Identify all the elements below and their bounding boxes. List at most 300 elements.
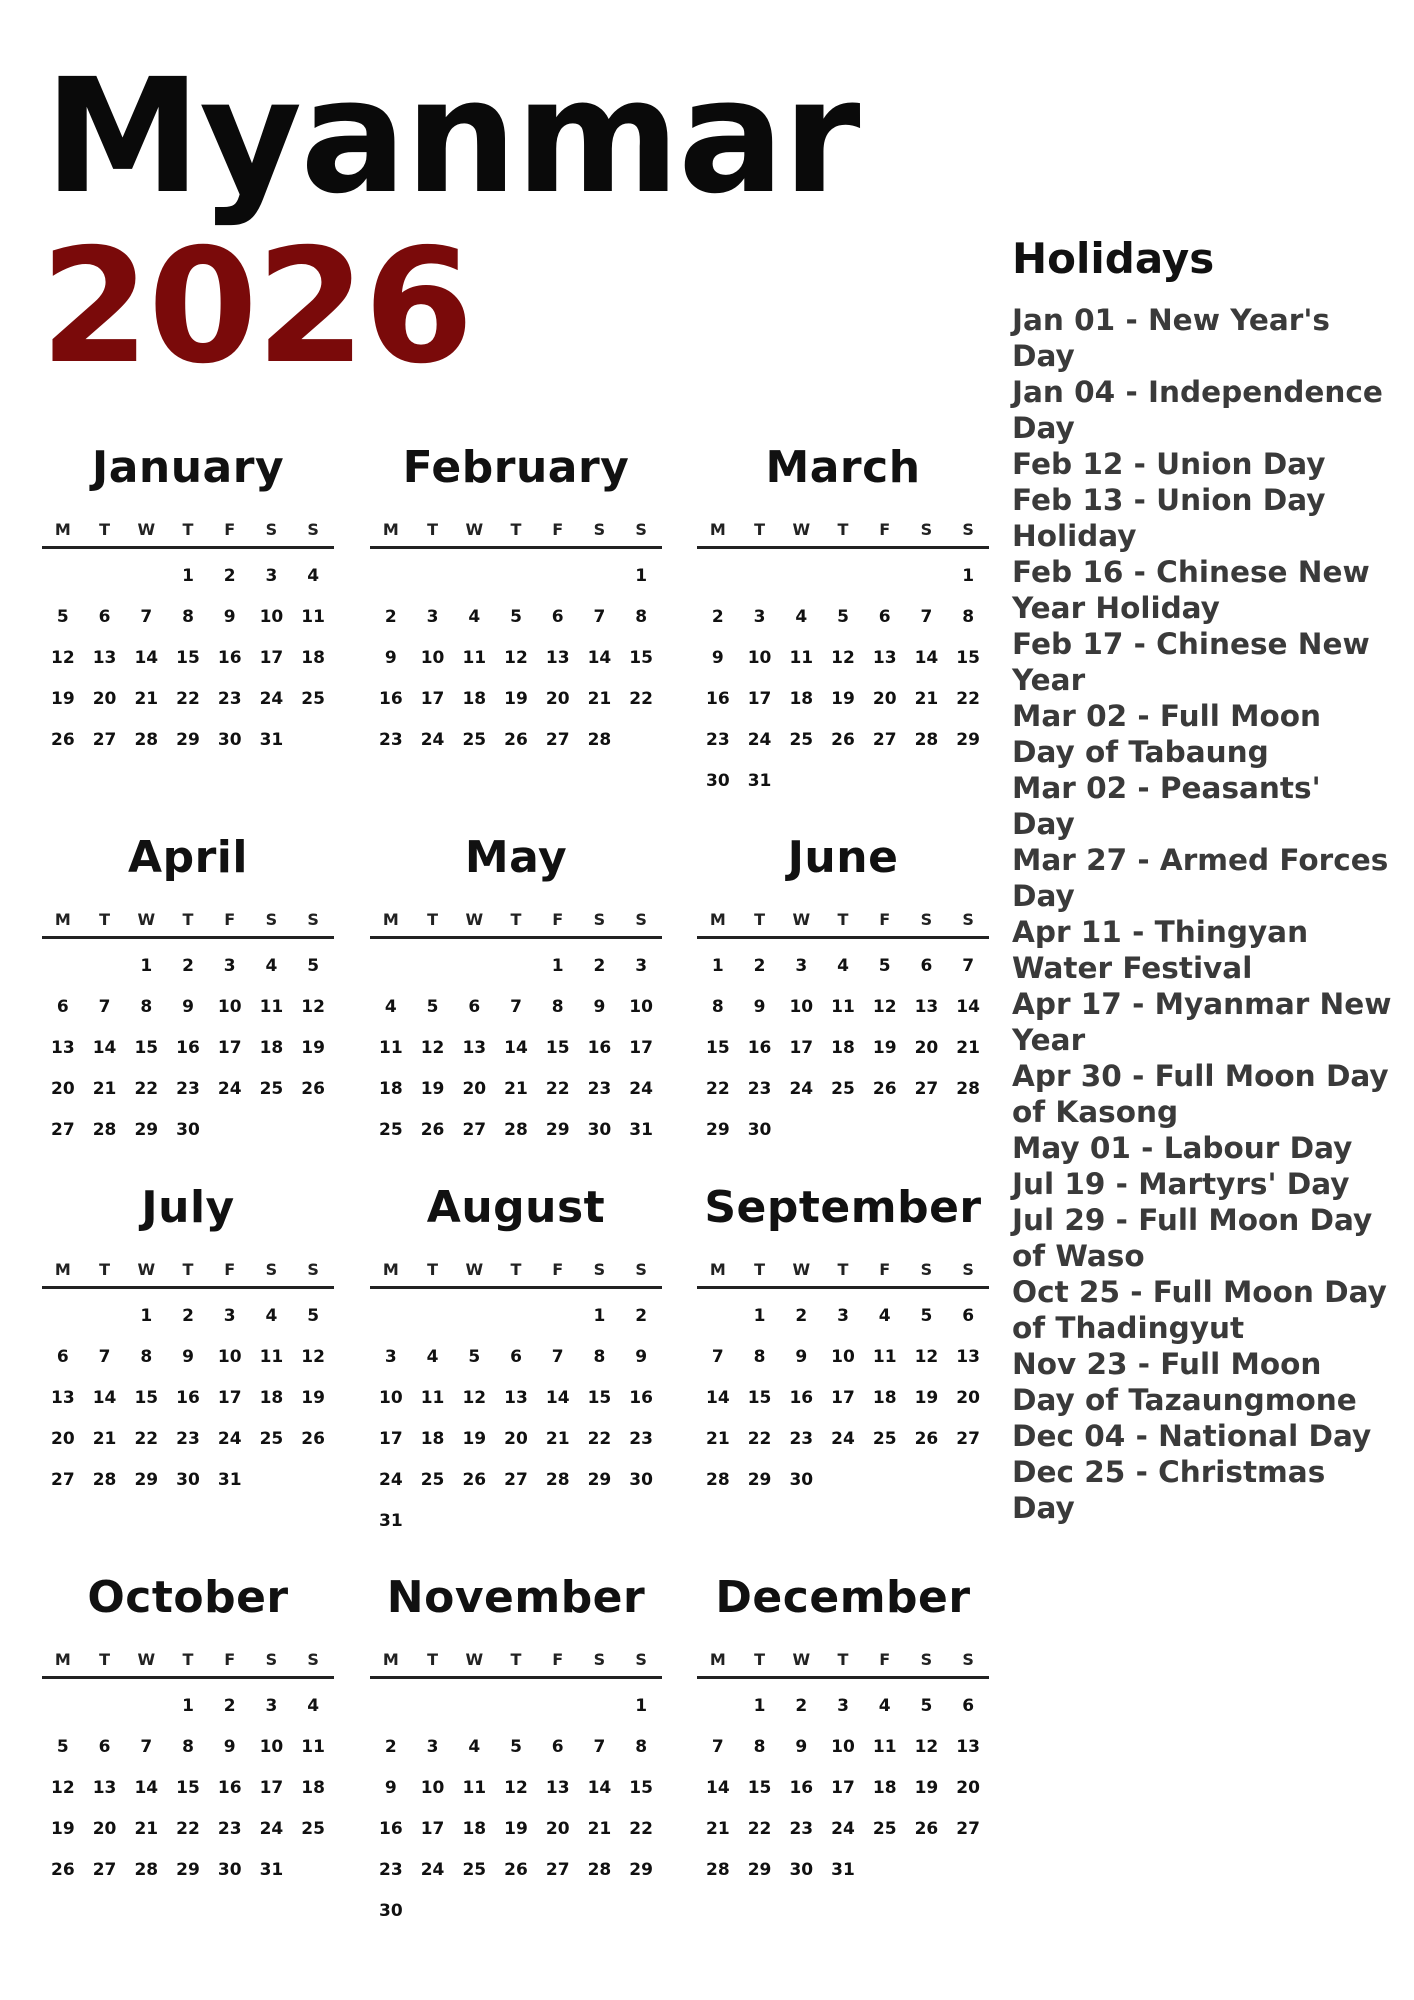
day-cell: 10 — [747, 647, 772, 668]
day-cell: 2 — [593, 955, 606, 976]
day-cell: 16 — [176, 1387, 200, 1408]
weekday-label: W — [792, 519, 811, 539]
day-cell: 2 — [795, 1305, 808, 1326]
day-cell: 9 — [635, 1346, 648, 1367]
day-cell: 8 — [140, 1346, 153, 1367]
day-cell: 6 — [56, 996, 69, 1017]
day-cell: 28 — [914, 729, 939, 750]
day-cell: 12 — [420, 1037, 445, 1058]
day-cell: 10 — [420, 1777, 445, 1798]
empty-day-cell — [579, 1685, 621, 1726]
weekday-header — [697, 512, 989, 549]
day-cell: 26 — [872, 1078, 897, 1099]
day-cell: 12 — [301, 996, 325, 1017]
day-cell: 8 — [635, 1736, 648, 1757]
holiday-item: Jul 19 - Martyrs' Day — [1012, 1167, 1350, 1202]
day-cell: 15 — [956, 647, 980, 668]
day-cell: 24 — [420, 729, 445, 750]
weekday-label: S — [962, 909, 974, 929]
weekday-label: S — [635, 519, 647, 539]
day-grid — [697, 1295, 989, 1500]
day-cell: 31 — [217, 1469, 242, 1490]
day-cell: 12 — [914, 1736, 939, 1757]
day-cell: 13 — [92, 647, 117, 668]
weekday-label: M — [54, 909, 71, 929]
day-cell: 12 — [872, 996, 897, 1017]
empty-day-cell — [495, 555, 537, 596]
month-name: March — [765, 442, 921, 493]
day-cell: 12 — [51, 647, 75, 668]
day-cell: 3 — [753, 606, 766, 627]
holiday-item: Apr 17 - Myanmar New Year — [1012, 987, 1392, 1058]
month-march — [697, 438, 989, 801]
year-title: 2026 — [40, 215, 472, 399]
day-cell: 2 — [223, 565, 236, 586]
weekday-label: W — [792, 1259, 811, 1279]
day-cell: 3 — [426, 606, 439, 627]
day-cell: 14 — [134, 647, 159, 668]
day-cell: 23 — [587, 1078, 612, 1099]
day-cell: 24 — [217, 1428, 242, 1449]
day-cell: 30 — [789, 1469, 814, 1490]
holiday-item: Jan 04 - Independence Day — [1012, 375, 1383, 446]
day-cell: 17 — [217, 1387, 242, 1408]
day-cell: 29 — [176, 1859, 200, 1880]
weekday-label: T — [182, 1259, 194, 1279]
day-cell: 29 — [587, 1469, 612, 1490]
weekday-label: S — [265, 1259, 278, 1279]
weekday-label: F — [224, 1649, 236, 1669]
day-cell: 2 — [223, 1695, 236, 1716]
month-name: July — [141, 1182, 235, 1233]
day-cell: 10 — [629, 996, 653, 1017]
day-cell: 5 — [56, 606, 69, 627]
month-may — [370, 828, 662, 1150]
day-cell: 25 — [420, 1469, 445, 1490]
day-cell: 27 — [92, 1859, 117, 1880]
weekday-label: W — [792, 1649, 811, 1669]
day-cell: 29 — [134, 1469, 159, 1490]
day-cell: 17 — [831, 1387, 855, 1408]
weekday-label: T — [427, 909, 439, 929]
day-cell: 18 — [301, 1777, 325, 1798]
day-cell: 28 — [587, 1859, 612, 1880]
day-cell: 30 — [789, 1859, 814, 1880]
weekday-label: S — [962, 519, 974, 539]
day-cell: 10 — [259, 1736, 284, 1757]
day-grid — [697, 1685, 989, 1890]
day-cell: 14 — [92, 1387, 117, 1408]
day-cell: 29 — [956, 729, 980, 750]
holiday-item: May 01 - Labour Day — [1012, 1131, 1353, 1166]
weekday-header — [370, 1642, 662, 1679]
day-cell: 26 — [301, 1078, 325, 1099]
day-cell: 25 — [872, 1428, 897, 1449]
day-cell: 28 — [706, 1859, 730, 1880]
day-cell: 18 — [831, 1037, 855, 1058]
day-cell: 20 — [872, 688, 897, 709]
day-cell: 28 — [956, 1078, 980, 1099]
empty-day-cell — [125, 555, 167, 596]
day-cell: 9 — [593, 996, 606, 1017]
day-cell: 20 — [956, 1387, 980, 1408]
day-cell: 29 — [706, 1119, 730, 1140]
day-cell: 11 — [462, 1777, 487, 1798]
weekday-label: T — [427, 1649, 439, 1669]
day-cell: 27 — [51, 1119, 75, 1140]
day-cell: 25 — [379, 1119, 403, 1140]
day-cell: 26 — [504, 1859, 528, 1880]
weekday-label: S — [307, 909, 319, 929]
day-cell: 13 — [545, 647, 570, 668]
day-cell: 16 — [789, 1387, 814, 1408]
day-cell: 25 — [831, 1078, 855, 1099]
day-cell: 20 — [462, 1078, 487, 1099]
day-cell: 19 — [420, 1078, 445, 1099]
empty-day-cell — [370, 555, 412, 596]
day-cell: 6 — [920, 955, 933, 976]
day-cell: 8 — [182, 606, 194, 627]
holiday-item: Feb 12 - Union Day — [1012, 447, 1326, 482]
day-cell: 31 — [259, 729, 284, 750]
weekday-label: T — [427, 519, 439, 539]
empty-day-cell — [697, 1685, 739, 1726]
weekday-label: T — [182, 519, 194, 539]
day-cell: 18 — [301, 647, 325, 668]
day-cell: 13 — [956, 1346, 980, 1367]
weekday-label: M — [382, 1259, 399, 1279]
day-cell: 13 — [462, 1037, 487, 1058]
holiday-item: Jan 01 - New Year's Day — [1012, 303, 1330, 374]
day-cell: 4 — [837, 955, 849, 976]
weekday-label: T — [99, 909, 111, 929]
day-cell: 7 — [962, 955, 975, 976]
day-cell: 23 — [176, 1428, 200, 1449]
day-cell: 3 — [795, 955, 808, 976]
weekday-label: W — [465, 519, 484, 539]
weekday-label: T — [510, 519, 522, 539]
day-cell: 30 — [587, 1119, 612, 1140]
holiday-item: Nov 23 - Full Moon Day of Tazaungmone — [1012, 1347, 1357, 1418]
day-cell: 17 — [629, 1037, 653, 1058]
weekday-label: T — [754, 1259, 766, 1279]
day-cell: 27 — [872, 729, 897, 750]
month-name: May — [464, 832, 568, 883]
day-cell: 7 — [711, 1736, 724, 1757]
weekday-label: S — [265, 1649, 278, 1669]
day-cell: 17 — [259, 647, 284, 668]
day-cell: 21 — [587, 1818, 612, 1839]
empty-day-cell — [370, 1685, 412, 1726]
day-cell: 18 — [420, 1428, 445, 1449]
day-cell: 22 — [176, 688, 200, 709]
day-cell: 25 — [789, 729, 814, 750]
day-cell: 5 — [307, 1305, 320, 1326]
day-cell: 18 — [872, 1777, 897, 1798]
day-cell: 18 — [789, 688, 814, 709]
empty-day-cell — [495, 1295, 537, 1336]
day-cell: 9 — [223, 606, 236, 627]
day-grid — [42, 1685, 334, 1890]
day-cell: 26 — [51, 729, 75, 750]
weekday-label: S — [920, 519, 933, 539]
day-cell: 3 — [265, 1695, 278, 1716]
holiday-item: Mar 02 - Peasants' Day — [1012, 771, 1321, 842]
month-october — [42, 1568, 334, 1890]
weekday-label: T — [99, 1649, 111, 1669]
day-cell: 23 — [789, 1428, 814, 1449]
day-cell: 28 — [134, 1859, 159, 1880]
day-cell: 26 — [462, 1469, 487, 1490]
day-cell: 10 — [831, 1736, 855, 1757]
empty-day-cell — [42, 1295, 84, 1336]
day-cell: 28 — [706, 1469, 730, 1490]
weekday-label: M — [709, 909, 726, 929]
empty-day-cell — [84, 1685, 126, 1726]
month-april — [42, 828, 334, 1150]
day-cell: 30 — [706, 770, 730, 791]
empty-day-cell — [453, 1295, 495, 1336]
weekday-label: F — [879, 909, 891, 929]
weekday-header — [42, 512, 334, 549]
day-cell: 11 — [462, 647, 487, 668]
day-cell: 5 — [56, 1736, 69, 1757]
weekday-label: T — [99, 1259, 111, 1279]
day-cell: 15 — [134, 1037, 159, 1058]
day-cell: 7 — [711, 1346, 724, 1367]
day-cell: 4 — [426, 1346, 439, 1367]
empty-day-cell — [453, 945, 495, 986]
day-cell: 20 — [545, 688, 570, 709]
day-cell: 27 — [956, 1818, 980, 1839]
day-cell: 27 — [462, 1119, 487, 1140]
day-cell: 22 — [706, 1078, 730, 1099]
holiday-item: Dec 25 - Christmas Day — [1012, 1455, 1326, 1526]
day-cell: 21 — [956, 1037, 980, 1058]
day-cell: 7 — [593, 1736, 606, 1757]
weekday-label: S — [920, 1259, 933, 1279]
day-cell: 16 — [379, 688, 403, 709]
weekday-header — [697, 1642, 989, 1679]
empty-day-cell — [822, 555, 864, 596]
day-cell: 15 — [134, 1387, 159, 1408]
day-cell: 14 — [504, 1037, 528, 1058]
day-cell: 1 — [140, 955, 153, 976]
weekday-label: F — [879, 519, 891, 539]
day-cell: 15 — [706, 1037, 730, 1058]
weekday-label: F — [224, 909, 236, 929]
day-cell: 11 — [301, 1736, 325, 1757]
day-cell: 5 — [920, 1305, 933, 1326]
day-cell: 23 — [789, 1818, 814, 1839]
holiday-list — [1012, 302, 1392, 1526]
day-cell: 23 — [747, 1078, 772, 1099]
day-grid — [697, 555, 989, 801]
day-cell: 19 — [914, 1387, 939, 1408]
weekday-label: S — [593, 1259, 606, 1279]
day-cell: 14 — [956, 996, 980, 1017]
month-june — [697, 828, 989, 1150]
day-cell: 6 — [962, 1695, 975, 1716]
day-cell: 13 — [956, 1736, 980, 1757]
day-cell: 13 — [51, 1037, 75, 1058]
day-cell: 12 — [462, 1387, 487, 1408]
day-cell: 21 — [587, 688, 612, 709]
weekday-label: F — [879, 1649, 891, 1669]
weekday-label: T — [510, 1649, 522, 1669]
day-cell: 22 — [176, 1818, 200, 1839]
empty-day-cell — [412, 555, 454, 596]
day-cell: 19 — [301, 1387, 325, 1408]
empty-day-cell — [697, 1295, 739, 1336]
day-cell: 19 — [831, 688, 855, 709]
holiday-item: Dec 04 - National Day — [1012, 1419, 1372, 1454]
day-cell: 19 — [51, 688, 75, 709]
day-cell: 9 — [384, 1777, 397, 1798]
day-cell: 12 — [831, 647, 855, 668]
day-cell: 20 — [92, 688, 117, 709]
day-cell: 28 — [134, 729, 159, 750]
weekday-label: F — [224, 1259, 236, 1279]
day-cell: 27 — [51, 1469, 75, 1490]
day-cell: 16 — [587, 1037, 612, 1058]
day-cell: 14 — [134, 1777, 159, 1798]
day-cell: 30 — [176, 1469, 200, 1490]
day-cell: 24 — [831, 1818, 855, 1839]
day-cell: 21 — [706, 1818, 730, 1839]
day-cell: 9 — [795, 1736, 808, 1757]
day-cell: 14 — [545, 1387, 570, 1408]
day-cell: 28 — [504, 1119, 528, 1140]
day-cell: 23 — [379, 1859, 403, 1880]
day-cell: 3 — [265, 565, 278, 586]
day-cell: 9 — [795, 1346, 808, 1367]
day-cell: 23 — [629, 1428, 653, 1449]
weekday-label: S — [635, 1649, 647, 1669]
day-cell: 19 — [51, 1818, 75, 1839]
day-cell: 19 — [504, 688, 528, 709]
day-cell: 1 — [182, 565, 194, 586]
day-cell: 13 — [504, 1387, 528, 1408]
day-cell: 6 — [510, 1346, 522, 1367]
weekday-label: M — [54, 519, 71, 539]
weekday-label: S — [920, 909, 933, 929]
day-cell: 5 — [468, 1346, 481, 1367]
day-cell: 5 — [510, 606, 522, 627]
day-cell: 19 — [301, 1037, 325, 1058]
day-cell: 6 — [878, 606, 891, 627]
day-grid — [370, 555, 662, 760]
empty-day-cell — [453, 555, 495, 596]
weekday-label: W — [137, 519, 156, 539]
day-cell: 1 — [551, 955, 564, 976]
weekday-label: T — [182, 909, 194, 929]
day-cell: 29 — [545, 1119, 570, 1140]
weekday-header — [370, 512, 662, 549]
empty-day-cell — [495, 1685, 537, 1726]
day-cell: 24 — [379, 1469, 403, 1490]
day-cell: 31 — [747, 770, 772, 791]
day-cell: 3 — [223, 1305, 236, 1326]
day-cell: 18 — [462, 688, 487, 709]
day-cell: 21 — [706, 1428, 730, 1449]
empty-day-cell — [453, 1685, 495, 1726]
day-cell: 30 — [217, 1859, 242, 1880]
empty-day-cell — [42, 1685, 84, 1726]
weekday-label: S — [920, 1649, 933, 1669]
weekday-header — [370, 902, 662, 939]
day-cell: 11 — [831, 996, 855, 1017]
day-cell: 1 — [635, 565, 648, 586]
weekday-label: M — [709, 1259, 726, 1279]
month-november — [370, 1568, 662, 1931]
day-cell: 24 — [259, 1818, 284, 1839]
weekday-label: S — [635, 1259, 647, 1279]
day-cell: 15 — [545, 1037, 570, 1058]
day-cell: 16 — [789, 1777, 814, 1798]
month-name: October — [87, 1572, 289, 1623]
empty-day-cell — [739, 555, 781, 596]
day-cell: 26 — [420, 1119, 445, 1140]
day-cell: 18 — [462, 1818, 487, 1839]
day-cell: 10 — [789, 996, 814, 1017]
day-cell: 17 — [831, 1777, 855, 1798]
day-cell: 16 — [706, 688, 730, 709]
weekday-label: F — [552, 519, 564, 539]
day-cell: 20 — [504, 1428, 528, 1449]
weekday-label: W — [137, 1649, 156, 1669]
day-cell: 21 — [504, 1078, 528, 1099]
month-december — [697, 1568, 989, 1890]
day-cell: 2 — [384, 606, 397, 627]
day-cell: 13 — [545, 1777, 570, 1798]
day-cell: 20 — [92, 1818, 117, 1839]
day-cell: 11 — [420, 1387, 445, 1408]
weekday-label: F — [224, 519, 236, 539]
day-cell: 16 — [747, 1037, 772, 1058]
day-cell: 8 — [711, 996, 724, 1017]
weekday-label: F — [879, 1259, 891, 1279]
day-cell: 9 — [384, 647, 397, 668]
holiday-item: Feb 17 - Chinese New Year — [1012, 627, 1370, 698]
day-cell: 14 — [914, 647, 939, 668]
day-cell: 14 — [92, 1037, 117, 1058]
empty-day-cell — [370, 945, 412, 986]
day-cell: 2 — [182, 955, 194, 976]
month-august — [370, 1178, 662, 1541]
weekday-label: T — [837, 1649, 849, 1669]
day-cell: 26 — [51, 1859, 75, 1880]
holiday-item: Feb 13 - Union Day Holiday — [1012, 483, 1326, 554]
day-cell: 25 — [301, 1818, 325, 1839]
day-cell: 11 — [379, 1037, 403, 1058]
day-cell: 7 — [593, 606, 606, 627]
day-cell: 5 — [837, 606, 849, 627]
day-cell: 18 — [259, 1037, 284, 1058]
empty-day-cell — [537, 555, 579, 596]
day-cell: 17 — [420, 688, 445, 709]
day-cell: 10 — [217, 1346, 242, 1367]
day-cell: 1 — [140, 1305, 153, 1326]
day-cell: 31 — [831, 1859, 855, 1880]
day-cell: 22 — [747, 1428, 772, 1449]
empty-day-cell — [412, 1685, 454, 1726]
day-cell: 17 — [420, 1818, 445, 1839]
weekday-label: F — [552, 1259, 564, 1279]
weekday-label: S — [307, 1259, 319, 1279]
day-cell: 30 — [747, 1119, 772, 1140]
day-cell: 12 — [914, 1346, 939, 1367]
